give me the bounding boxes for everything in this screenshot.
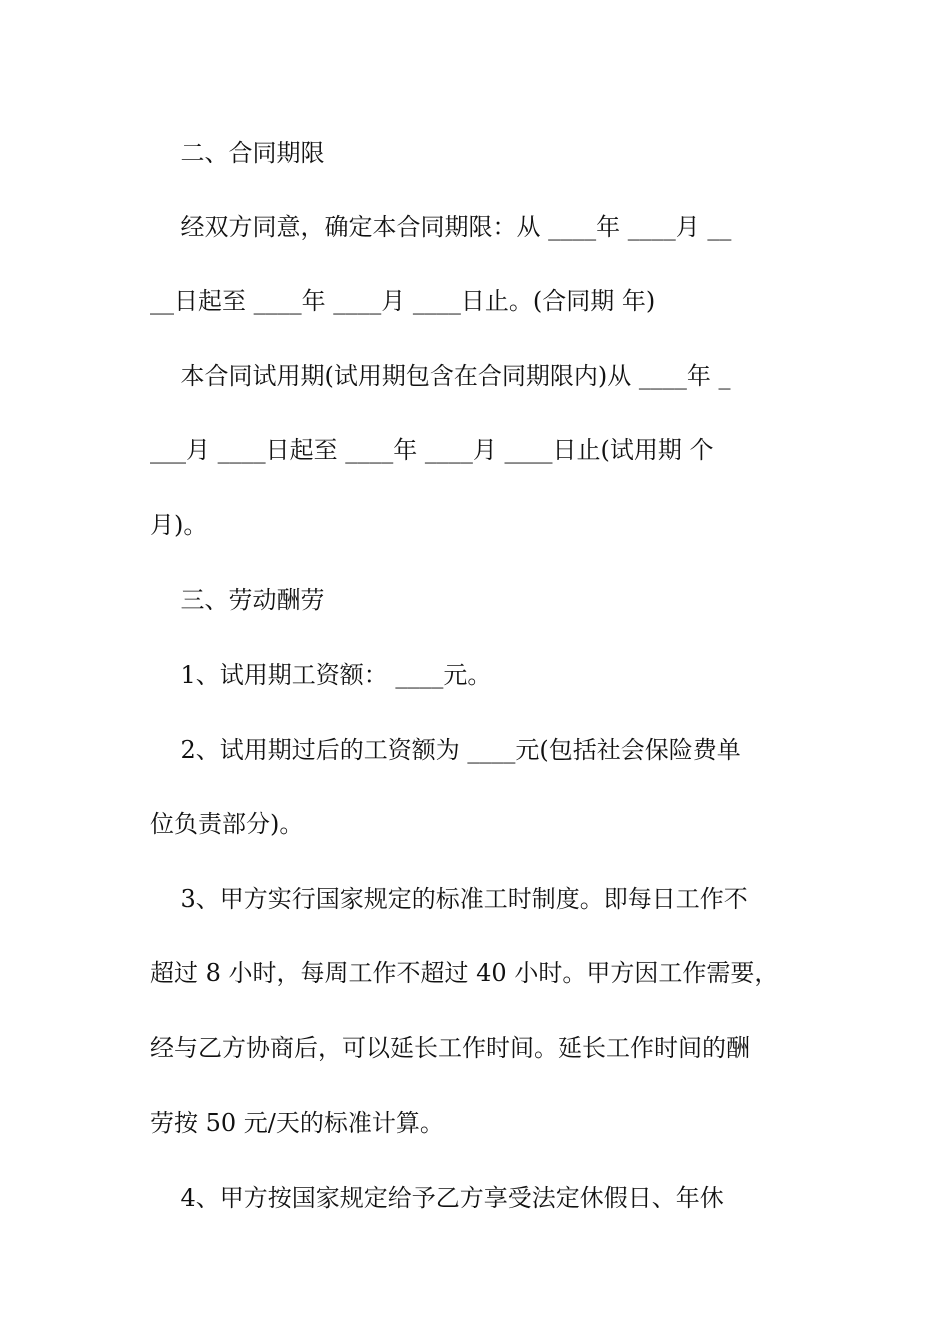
paragraph-line: __日起至 ____年 ____月 ____日止。(合同期 年)	[150, 287, 656, 315]
paragraph-line: 经与乙方协商后，可以延长工作时间。延长工作时间的酬	[150, 1034, 750, 1062]
paragraph-line: 经双方同意，确定本合同期限：从 ____年 ____月 __	[150, 213, 732, 241]
section-heading-labor-pay: 三、劳动酬劳	[150, 586, 325, 614]
paragraph-line: 劳按 50 元/天的标准计算。	[150, 1109, 444, 1137]
paragraph-line: 位负责部分)。	[150, 810, 304, 838]
paragraph-line: 1、试用期工资额： ____元。	[150, 661, 492, 689]
section-heading-contract-term: 二、合同期限	[150, 139, 325, 167]
paragraph-line: 4、甲方按国家规定给予乙方享受法定休假日、年休	[150, 1184, 724, 1212]
paragraph-line: 本合同试用期(试用期包含在合同期限内)从 ____年 _	[150, 362, 731, 390]
paragraph-line: 2、试用期过后的工资额为 ____元(包括社会保险费单	[150, 736, 741, 764]
paragraph-line: 3、甲方实行国家规定的标准工时制度。即每日工作不	[150, 885, 748, 913]
paragraph-line: 月)。	[150, 511, 208, 539]
paragraph-line: 超过 8 小时，每周工作不超过 40 小时。甲方因工作需要，	[150, 959, 779, 987]
paragraph-line: ___月 ____日起至 ____年 ____月 ____日止(试用期 个	[150, 436, 714, 464]
